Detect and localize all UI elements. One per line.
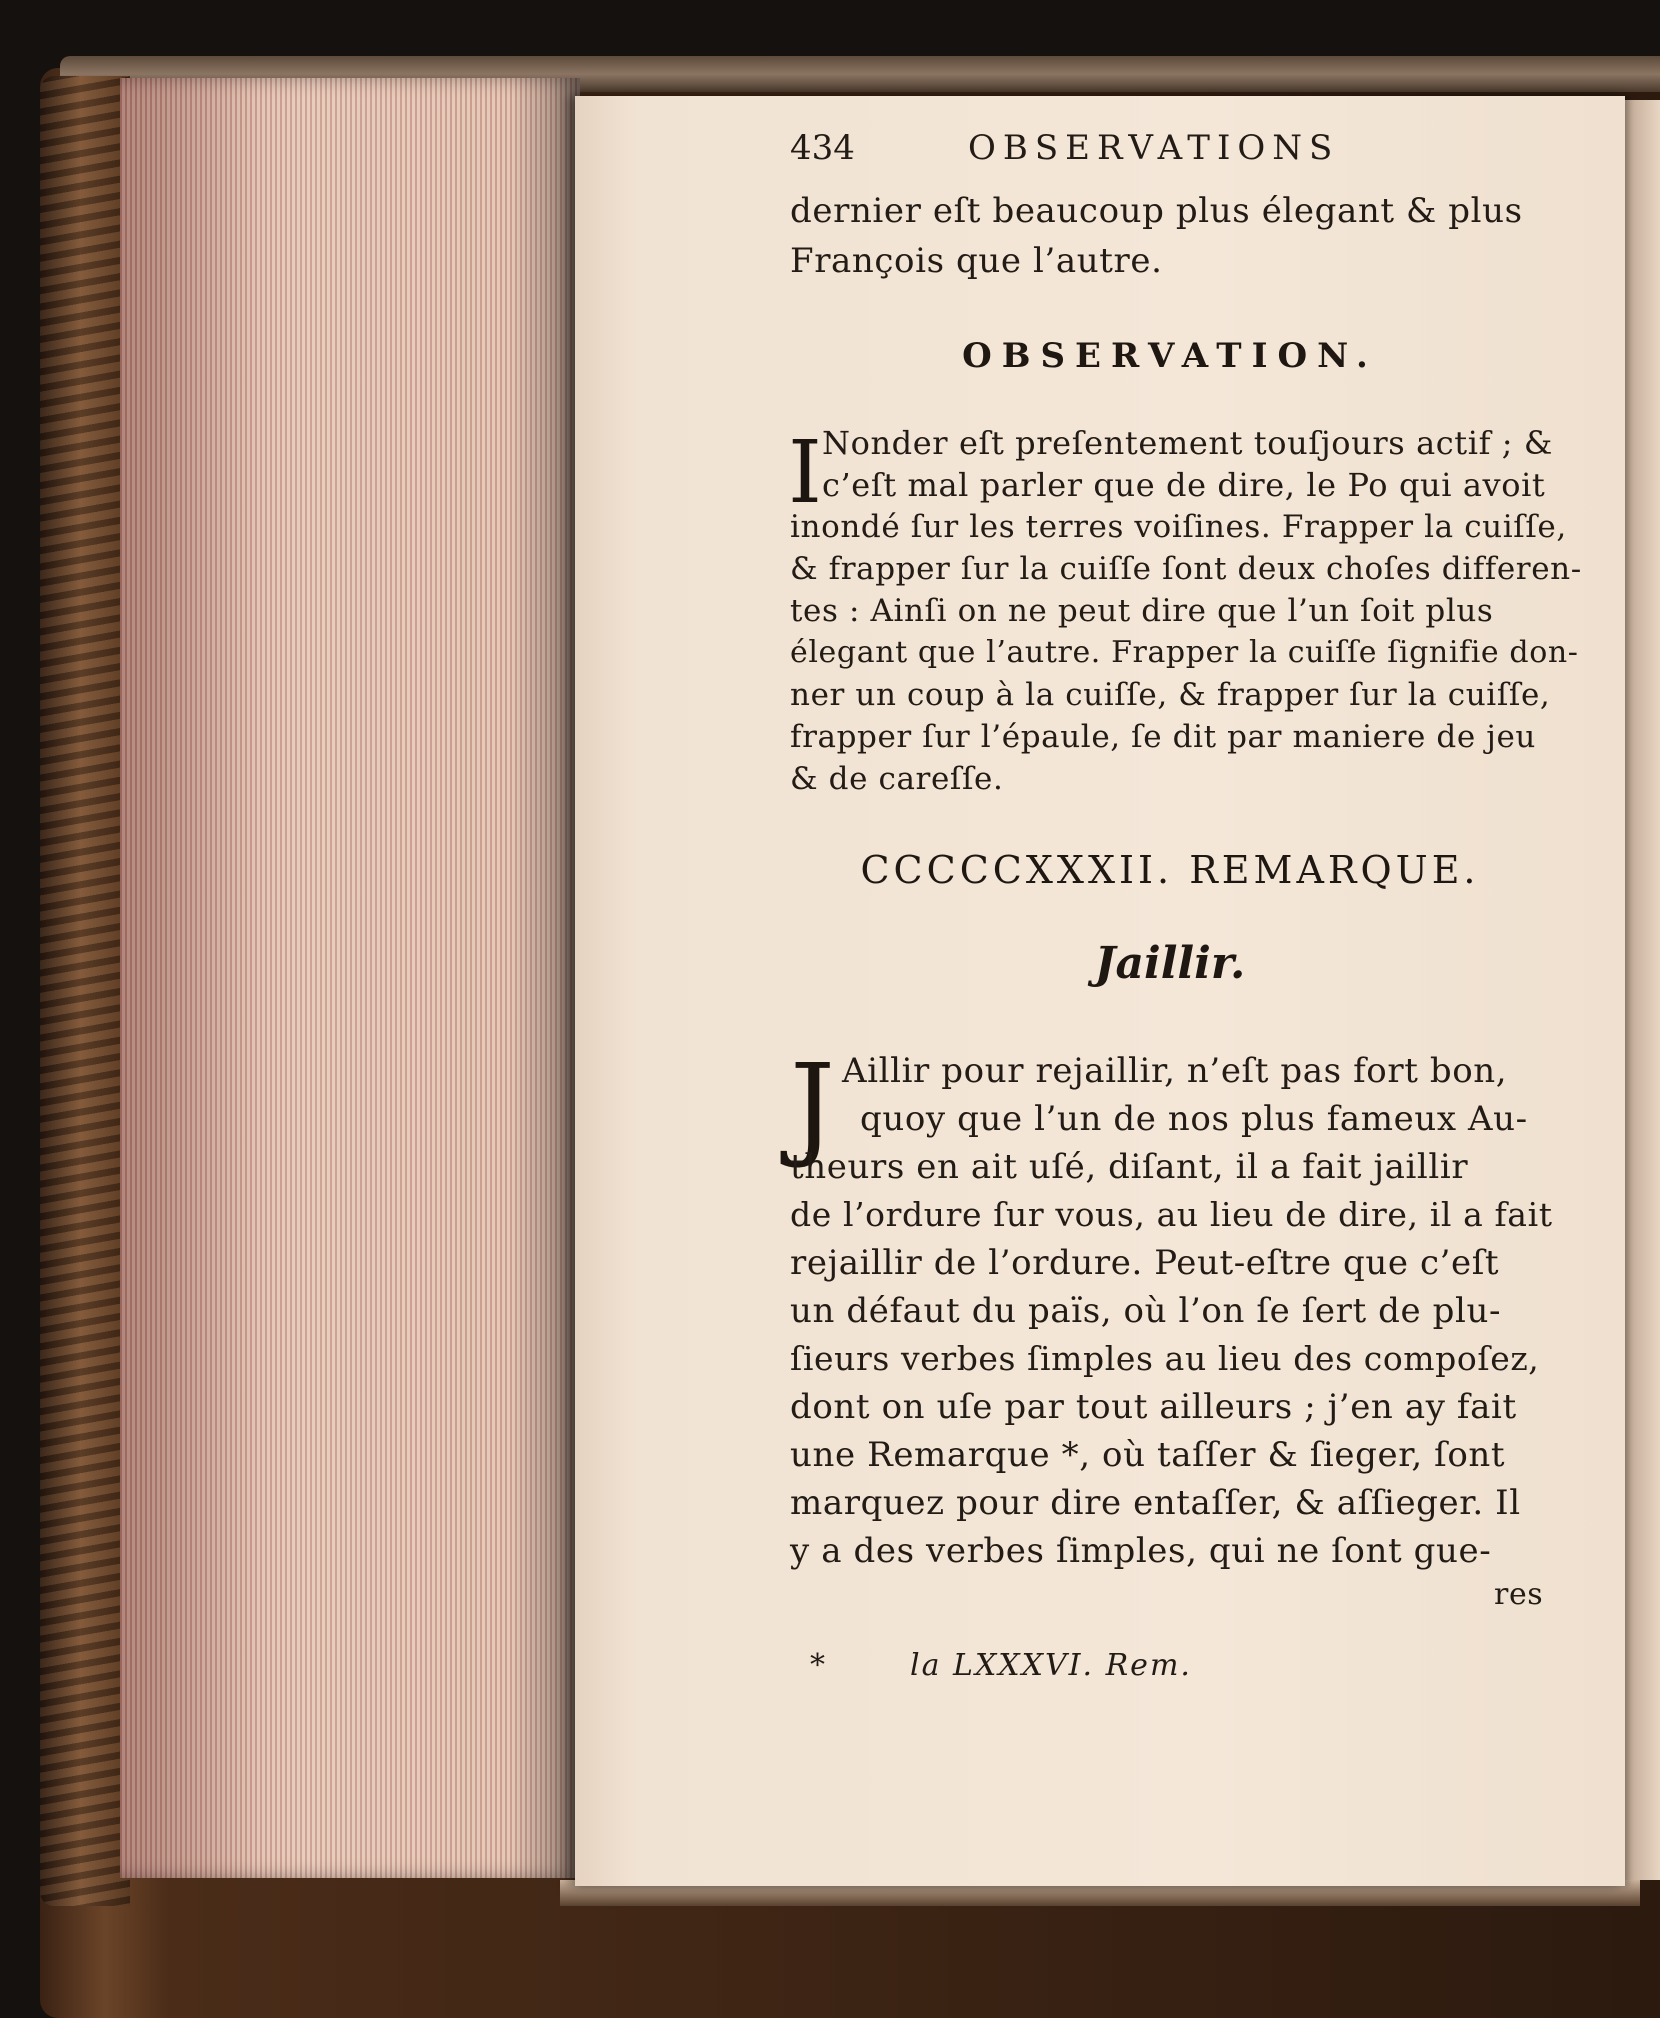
text-line: Aillir pour rejaillir, n’eſt pas fort bon, bbox=[842, 1051, 1508, 1091]
text-line: une Remarque *, où taſſer & ſieger, ſont bbox=[790, 1435, 1506, 1475]
continuation-line: dernier eſt beaucoup plus élegant & plus bbox=[790, 191, 1523, 231]
text-line: un défaut du païs, où l’on ſe ſert de plu- bbox=[790, 1291, 1502, 1331]
text-line: theurs en ait uſé, diſant, il a fait jaillir bbox=[790, 1147, 1469, 1187]
text-line: y a des verbes ſimples, qui ne ſont gue- bbox=[790, 1531, 1492, 1571]
remarque-subject: Jaillir. bbox=[1094, 938, 1246, 989]
remarque-heading: CCCCCXXXII. REMARQUE. bbox=[860, 848, 1480, 892]
text-line: de l’ordure ſur vous, au lieu de dire, il a fait bbox=[790, 1195, 1553, 1234]
text-line: ſieurs verbes ſimples au lieu des compoſez, bbox=[790, 1339, 1540, 1378]
running-head bbox=[790, 128, 1550, 172]
running-title: OBSERVATIONS bbox=[968, 128, 1340, 168]
text-line: & de careſſe. bbox=[790, 761, 1004, 797]
observation-heading: OBSERVATION. bbox=[962, 336, 1378, 376]
text-line: élegant que l’autre. Frapper la cuiſſe ſignifie don- bbox=[790, 635, 1579, 670]
text-line: dont on uſe par tout ailleurs ; j’en ay fait bbox=[790, 1387, 1517, 1427]
text-line: ner un coup à la cuiſſe, & frapper ſur la cuiſſe, bbox=[790, 677, 1551, 713]
text-line: & frapper ſur la cuiſſe ſont deux choſes differen- bbox=[790, 551, 1582, 587]
footnote-reference: la LXXXVI. Rem. bbox=[910, 1648, 1192, 1683]
facing-page-edge bbox=[1620, 100, 1660, 1880]
text-line: inondé ſur les terres voiſines. Frapper la cuiſſe, bbox=[790, 509, 1567, 545]
leather-spine bbox=[40, 76, 130, 1906]
page-number: 434 bbox=[790, 128, 855, 168]
page-edges-shade bbox=[120, 78, 580, 1878]
text-line: Nonder eſt preſentement touſjours actif ; & bbox=[822, 424, 1554, 462]
text-line: quoy que l’un de nos plus fameux Au- bbox=[860, 1099, 1528, 1139]
drop-cap: I bbox=[788, 423, 822, 523]
text-line: frapper ſur l’épaule, ſe dit par maniere de jeu bbox=[790, 719, 1536, 755]
continuation-line: François que l’autre. bbox=[790, 241, 1163, 281]
text-line: c’eſt mal parler que de dire, le Po qui avoit bbox=[822, 466, 1546, 504]
text-line: marquez pour dire entaſſer, & aſſieger. Il bbox=[790, 1483, 1521, 1523]
text-line: rejaillir de l’ordure. Peut-eſtre que c’eſt bbox=[790, 1243, 1500, 1283]
footnote-mark: * bbox=[810, 1648, 825, 1683]
text-line: tes : Ainſi on ne peut dire que l’un ſoit plus bbox=[790, 593, 1494, 629]
catchword: res bbox=[1494, 1577, 1544, 1612]
drop-cap: J bbox=[790, 1041, 835, 1171]
